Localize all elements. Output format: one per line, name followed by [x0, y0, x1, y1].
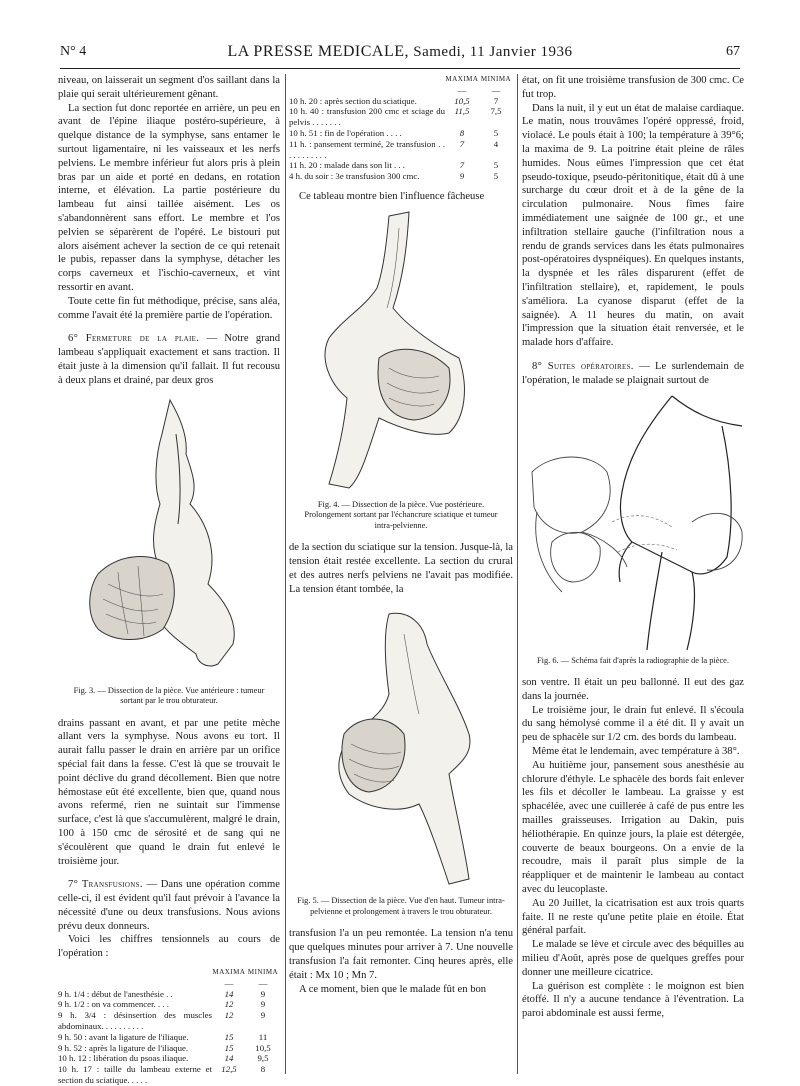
figure-3: [58, 394, 280, 684]
dash: —: [457, 84, 467, 95]
row-label: 9 h. 1/4 : début de l'anesthésie . .: [58, 988, 173, 999]
table-row: [289, 139, 513, 161]
row-label: 10 h. 12 : libération du psoas iliaque.: [58, 1053, 189, 1064]
journal-title: [60, 43, 740, 61]
figure-5: [289, 604, 513, 894]
paragraph: Au 20 Juillet, la cicatrisation est aux trois quarts faite. Il ne reste qu'une petite plaie en étoile. État général parfait.: [522, 897, 744, 937]
tension-table-1: [58, 967, 280, 1086]
row-label: 9 h. 3/4 : désinsertion des muscles abdominaux. . . . . . . . . .: [58, 1010, 212, 1032]
row-label: 11 h. : pansement terminé, 2e transfusion . . . . . . . . . . .: [289, 138, 445, 160]
page-header: [60, 40, 740, 66]
row-label: 10 h. 51 : fin de l'opération . . . .: [289, 127, 402, 138]
min-value: 10,5: [255, 1042, 271, 1053]
table-row: [289, 106, 513, 128]
max-value: 14: [224, 988, 234, 999]
table-row: [58, 989, 280, 1000]
figure-3-caption: Fig. 3. — Dissection de la pièce. Vue antérieure : tumeur sortant par le trou obturateur.: [73, 685, 265, 706]
section-heading: 8° Suites opératoires.: [532, 360, 634, 372]
issue-date: Samedi, 11 Janvier 1936: [413, 44, 573, 60]
paragraph: A ce moment, bien que le malade fût en bon: [299, 983, 487, 995]
max-value: 12: [224, 1010, 234, 1021]
issue-number: N° 4: [60, 44, 87, 59]
max-value: 10,5: [454, 95, 470, 106]
section-text: — Notre grand lambeau s'appliquait exactement et sans traction. Il était juste à la dimension qu'il fallait. Il fut recousu à deux plans et drainé, par deux gros: [58, 333, 280, 386]
tension-table-2: [289, 74, 513, 182]
min-value: 4: [493, 138, 499, 149]
table-row: [58, 1043, 280, 1054]
paragraph: Le malade se lève et circule avec des béquilles au milieu d'Août, après pose de quelques greffes pour donner une meilleure cicatrice.: [522, 939, 744, 978]
figure-6-caption: Fig. 6. — Schéma fait d'après la radiographie de la pièce.: [537, 655, 729, 665]
section-heading: 6° Fermeture de la plaie.: [68, 333, 200, 345]
fig6-drawing: [522, 392, 744, 654]
section-text: — Le surlendemain de l'opération, le malade se plaignait surtout de: [522, 360, 744, 386]
paragraph: Au huitième jour, pansement sous anesthésie au chlorure d'éthyle. Le sphacèle des bords fait enlever les fils et décoller le lambeau. La graisse y est sphacélée, avec une cuillerée à café de pus entre les mailles graisseuses. Irrigation au Dakin, puis héliothérapie. En quinze jours, la plaie est détergée, couverte de beaux bourgeons. On a envie de la recoudre, mais il paraît plus simple de la réappliquer et de maintenir le lambeau au contact avec du leucoplaste.: [522, 759, 744, 895]
min-value: 7,5: [490, 106, 502, 117]
column-3: [522, 74, 744, 1021]
row-label: 9 h. 1/2 : on va commencer. . . .: [58, 999, 169, 1010]
paragraph: niveau, on laisserait un segment d'os saillant dans la plaie qui serait ultérieurement gênant.: [58, 75, 280, 100]
paragraph: Ce tableau montre bien l'influence fâcheuse: [299, 190, 485, 202]
min-header: MINIMA: [480, 75, 512, 83]
min-value: 5: [493, 160, 499, 171]
max-value: 7: [459, 138, 465, 149]
column-divider: [517, 74, 518, 1074]
min-value: 8: [260, 1064, 266, 1075]
section-8: [522, 360, 744, 388]
paragraph: Toute cette fin fut méthodique, précise, sans aléa, comme l'avait été la première partie de l'opération.: [58, 295, 280, 321]
min-value: 5: [493, 171, 499, 182]
table-row: [58, 1064, 280, 1086]
min-value: 11: [258, 1031, 268, 1042]
paragraph: La section fut donc reportée en arrière, un peu en avant de l'épine iliaque postéro-supérieure, à quelque distance de la symphyse, sans entamer le surtout ligamentaire, ni les vaisseaux et les nerfs pelviens. Le membre inférieur fut alors pris à plein bras par un aide et porté en dedans, en rotation interne, et élévation. La partie postérieure du lambeau fut ainsi taillée aisément. Les os s'abandonnèrent sans effort. Le membre et l'os pelvien se séparèrent de l'opéré. Le bistouri put alors aisément achever la section de ce qui retenait le pubis, repasser dans la symphyse, détacher les corps caverneux et l'ischio-caverneux, et vint ressortir en avant.: [58, 102, 280, 293]
row-label: 10 h. 20 : après section du sciatique.: [289, 95, 417, 106]
min-value: 9: [260, 1010, 266, 1021]
paragraph: Dans la nuit, il y eut un état de malaise cardiaque. Le matin, nous trouvâmes l'opéré oppressé, froid, violacé. Le pouls était à 100; la température à 39°6; la maxima de 9. La poitrine était pleine de râles humides. Nous eûmes l'impression que cet état pseudo-toxique, pseudo-péritonitique, était dû à une surcharge du cœur droit et à de la gêne de la circulation pulmonaire. Nous fîmes faire immédiatement une saignée de 100 gr., et une infiltration stellaire gauche (l'infiltration nous a rendu de grands services dans les états pulmonaires post-opératoires dyspnéiques). En quelques instants, la dyspnée et les râles disparurent (effet de l'infiltration stellaire), et, rapidement, le pouls s'améliora. La cyanose disparut (effet de la saignée). A 11 heures du matin, on avait l'impression que la situation était renversée, et le malade hors d'affaire.: [522, 102, 744, 349]
max-value: 9: [459, 171, 465, 182]
figure-6: [522, 392, 744, 654]
paragraph: drains passant en avant, et par une petite mèche allant vers la symphyse. Nous avons eu tort. Il aurait fallu passer le drain en arrière par un orifice spécial fait dans la fesse. C'est là que se trouvait le point déclive du grand décollement. Bien que notre hémostase eût été excellente, bien que, quand nous avons refermé, rien ne suintait sur l'immense surface, c'est là que s'accumulèrent, malgré le drain, 100 à 150 cmc de sérosité et de sang qui ne s'écoulèrent que quand le drain fut enlevé le troisième jour.: [58, 717, 280, 867]
dash: —: [224, 977, 234, 988]
max-value: 14: [224, 1053, 234, 1064]
table-row: [58, 1053, 280, 1064]
max-value: 15: [224, 1042, 234, 1053]
table-row: [58, 999, 280, 1010]
paragraph: La guérison est complète : le moignon est bien étoffé. Il n'y a aucune tendance à l'éventration. La paroi abdominale est aussi ferme,: [522, 980, 744, 1020]
page-number: 67: [726, 44, 740, 59]
table-row: [289, 160, 513, 171]
max-value: 7: [459, 160, 465, 171]
section-heading: 7° Transfusions.: [68, 879, 143, 891]
min-value: 9: [260, 988, 266, 999]
paragraph: transfusion l'a un peu remontée. La tension n'a tenu que quelques minutes pour arriver à 7. Une nouvelle transfusion l'a fait remonter. Cinq heures après, elle était : Mx 10 ; Mn 7.: [289, 928, 513, 981]
row-label: 10 h. 40 : transfusion 200 cmc et sciage du pelvis . . . . . . .: [289, 106, 445, 128]
figure-4: [289, 208, 513, 498]
row-label: 10 h. 17 : taille du lambeau externe et section du sciatique. . . . .: [58, 1064, 212, 1086]
column-2: [289, 74, 513, 996]
max-value: 11,5: [454, 106, 470, 117]
max-value: 12: [224, 999, 234, 1010]
max-value: 8: [459, 127, 465, 138]
figure-4-caption: Fig. 4. — Dissection de la pièce. Vue postérieure. Prolongement sortant par l'échancrure sciatique et tumeur intra-pelvienne.: [304, 499, 498, 530]
max-value: 15: [224, 1031, 234, 1042]
fig4-drawing: [289, 208, 513, 498]
paragraph: son ventre. Il était un peu ballonné. Il eut des gaz dans la journée.: [522, 677, 744, 702]
fig3-drawing: [58, 394, 280, 684]
section-6: [58, 332, 280, 387]
paragraph: Même état le lendemain, avec température à 38°.: [532, 746, 740, 758]
table-row: [289, 171, 513, 182]
table-row: [289, 96, 513, 107]
row-label: 9 h. 50 : avant la ligature de l'iliaque.: [58, 1031, 189, 1042]
header-rule: [60, 68, 740, 69]
table-row: [289, 128, 513, 139]
max-header: MAXIMA: [212, 968, 246, 977]
table-row: [58, 1032, 280, 1043]
max-header: MAXIMA: [445, 75, 479, 83]
paragraph: de la section du sciatique sur la tension. Jusque-là, la tension était restée excellente. La section du crural et des autres nerfs pelviens ne l'avait pas modifiée. La tension étant tombée, la: [289, 542, 513, 595]
paragraph: Voici les chiffres tensionnels au cours de l'opération :: [58, 934, 280, 960]
paragraph: Le troisième jour, le drain fut enlevé. Il s'écoula du sang hémolysé comme il a été dit. Il y avait un peu de sphacèle sur 1/2 cm. des bords du lambeau.: [522, 704, 744, 744]
row-label: 11 h. 20 : malade dans son lit . . .: [289, 160, 405, 171]
row-label: 9 h. 52 : après la ligature de l'iliaque.: [58, 1042, 189, 1053]
paragraph: état, on fit une troisième transfusion de 300 cmc. Ce fut trop.: [522, 75, 744, 100]
column-1: [58, 74, 280, 1086]
min-value: 9: [260, 999, 266, 1010]
journal-name: LA PRESSE MEDICALE,: [227, 43, 409, 60]
section-7: [58, 878, 280, 933]
min-value: 9,5: [257, 1053, 269, 1064]
dash: —: [491, 84, 501, 95]
min-value: 7: [493, 95, 499, 106]
max-value: 12,5: [221, 1064, 237, 1075]
column-divider: [285, 74, 286, 1074]
row-label: 4 h. du soir : 3e transfusion 300 cmc.: [289, 171, 420, 182]
figure-5-caption: Fig. 5. — Dissection de la pièce. Vue d'en haut. Tumeur intra-pelvienne et prolongement à travers le trou obturateur.: [297, 896, 505, 916]
dash: —: [258, 977, 268, 988]
min-value: 5: [493, 127, 499, 138]
fig5-drawing: [289, 604, 513, 894]
min-header: MINIMA: [247, 968, 279, 977]
table-row: [58, 1010, 280, 1032]
section-text: — Dans une opération comme celle-ci, il est évident qu'il faut prévoir à l'avance la nécessité d'une ou deux transfusions. Nous avions prévu deux donneurs.: [58, 879, 280, 932]
